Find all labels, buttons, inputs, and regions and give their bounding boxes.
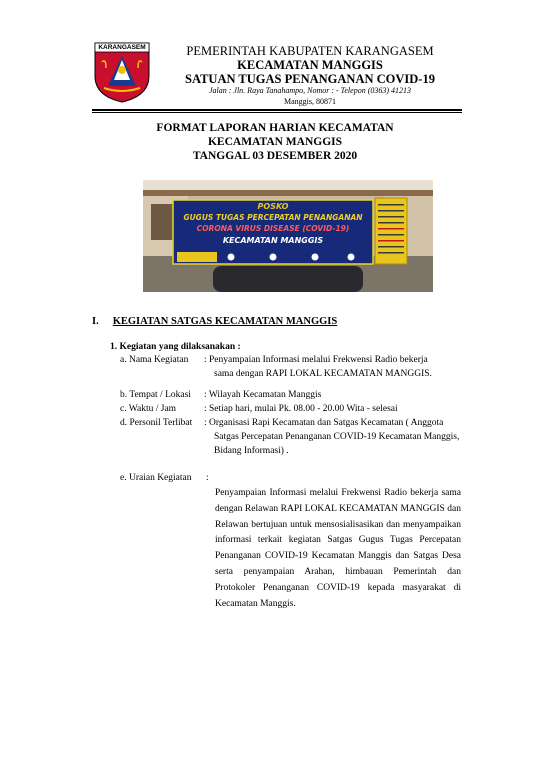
- report-date: TANGGAL 03 DESEMBER 2020: [192, 150, 358, 162]
- field-value-personnel-cont: Satgas Percepatan Penanganan COVID-19 Kecamatan Manggis,: [214, 432, 460, 442]
- letterhead-task-force: SATUAN TUGAS PENANGANAN COVID-19: [185, 72, 435, 86]
- field-value-activity-name-cont: sama dengan RAPI LOKAL KECAMATAN MANGGIS.: [214, 369, 432, 379]
- field-label-activity-name: a. Nama Kegiatan: [120, 355, 189, 365]
- logo-text: KARANGASEM: [98, 44, 146, 51]
- field-label-location: b. Tempat / Lokasi: [120, 390, 191, 400]
- field-value-activity-name: : Penyampaian Informasi melalui Frekwensi Radio bekerja: [204, 355, 428, 365]
- report-district: KECAMATAN MANGGIS: [207, 136, 343, 148]
- field-value-location: : Wilayah Kecamatan Manggis: [204, 390, 322, 400]
- letterhead-postal: Manggis, 80871: [284, 97, 336, 106]
- section-number: I.: [92, 316, 99, 327]
- letterhead-rule-thin: [92, 112, 462, 113]
- banner-line-3: KECAMATAN MANGGIS: [222, 236, 324, 245]
- field-value-personnel-cont-2: Bidang Informasi) .: [214, 446, 289, 456]
- banner-posko-text: POSKO: [257, 202, 289, 211]
- field-value-personnel: : Organisasi Rapi Kecamatan dan Satgas Kecamatan ( Anggota: [204, 418, 444, 428]
- report-title: FORMAT LAPORAN HARIAN KECAMATAN: [156, 122, 394, 134]
- field-value-description-colon: :: [206, 473, 209, 483]
- field-value-time: : Setiap hari, mulai Pk. 08.00 - 20.00 Wita - selesai: [204, 404, 398, 414]
- section-heading: [92, 316, 337, 327]
- sub-heading: 1. Kegiatan yang dilaksanakan :: [110, 342, 241, 352]
- field-label-description: e. Uraian Kegiatan: [120, 473, 192, 483]
- letterhead-district: KECAMATAN MANGGIS: [237, 58, 383, 72]
- field-label-personnel: d. Personil Terlibat: [120, 418, 193, 428]
- posko-banner-photo: [143, 180, 433, 292]
- letterhead-rule-thick: [92, 109, 462, 111]
- letterhead-address: Jalan : Jln. Raya Tanahampo, Nomor : - Telepon (0363) 41213: [208, 86, 412, 95]
- activity-description: Penyampaian Informasi melalui Frekwensi Radio bekerja sama dengan Relawan RAPI LOKAL KECAMATAN MANGGIS dan Relawan bertujuan untuk mensosialisasikan dan menyampaikan informasi terkait kegiatan Satgas Gugus Tugas Percepatan Penanganan COVID-19 Kecamatan Manggis dan Satgas Desa serta penyampaian Arahan, himbauan Pemerintah dan Protokoler Penanganan COVID-19 kepada masyarakat di Kecamatan Manggis.: [215, 488, 461, 609]
- banner-line-1: GUGUS TUGAS PERCEPATAN PENANGANAN: [183, 213, 363, 222]
- banner-line-2: CORONA VIRUS DISEASE (COVID-19): [196, 224, 350, 233]
- section-title: KEGIATAN SATGAS KECAMATAN MANGGIS: [112, 316, 338, 327]
- karangasem-logo: [92, 40, 152, 104]
- letterhead-government: PEMERINTAH KABUPATEN KARANGASEM: [186, 44, 434, 58]
- field-label-time: c. Waktu / Jam: [120, 404, 177, 414]
